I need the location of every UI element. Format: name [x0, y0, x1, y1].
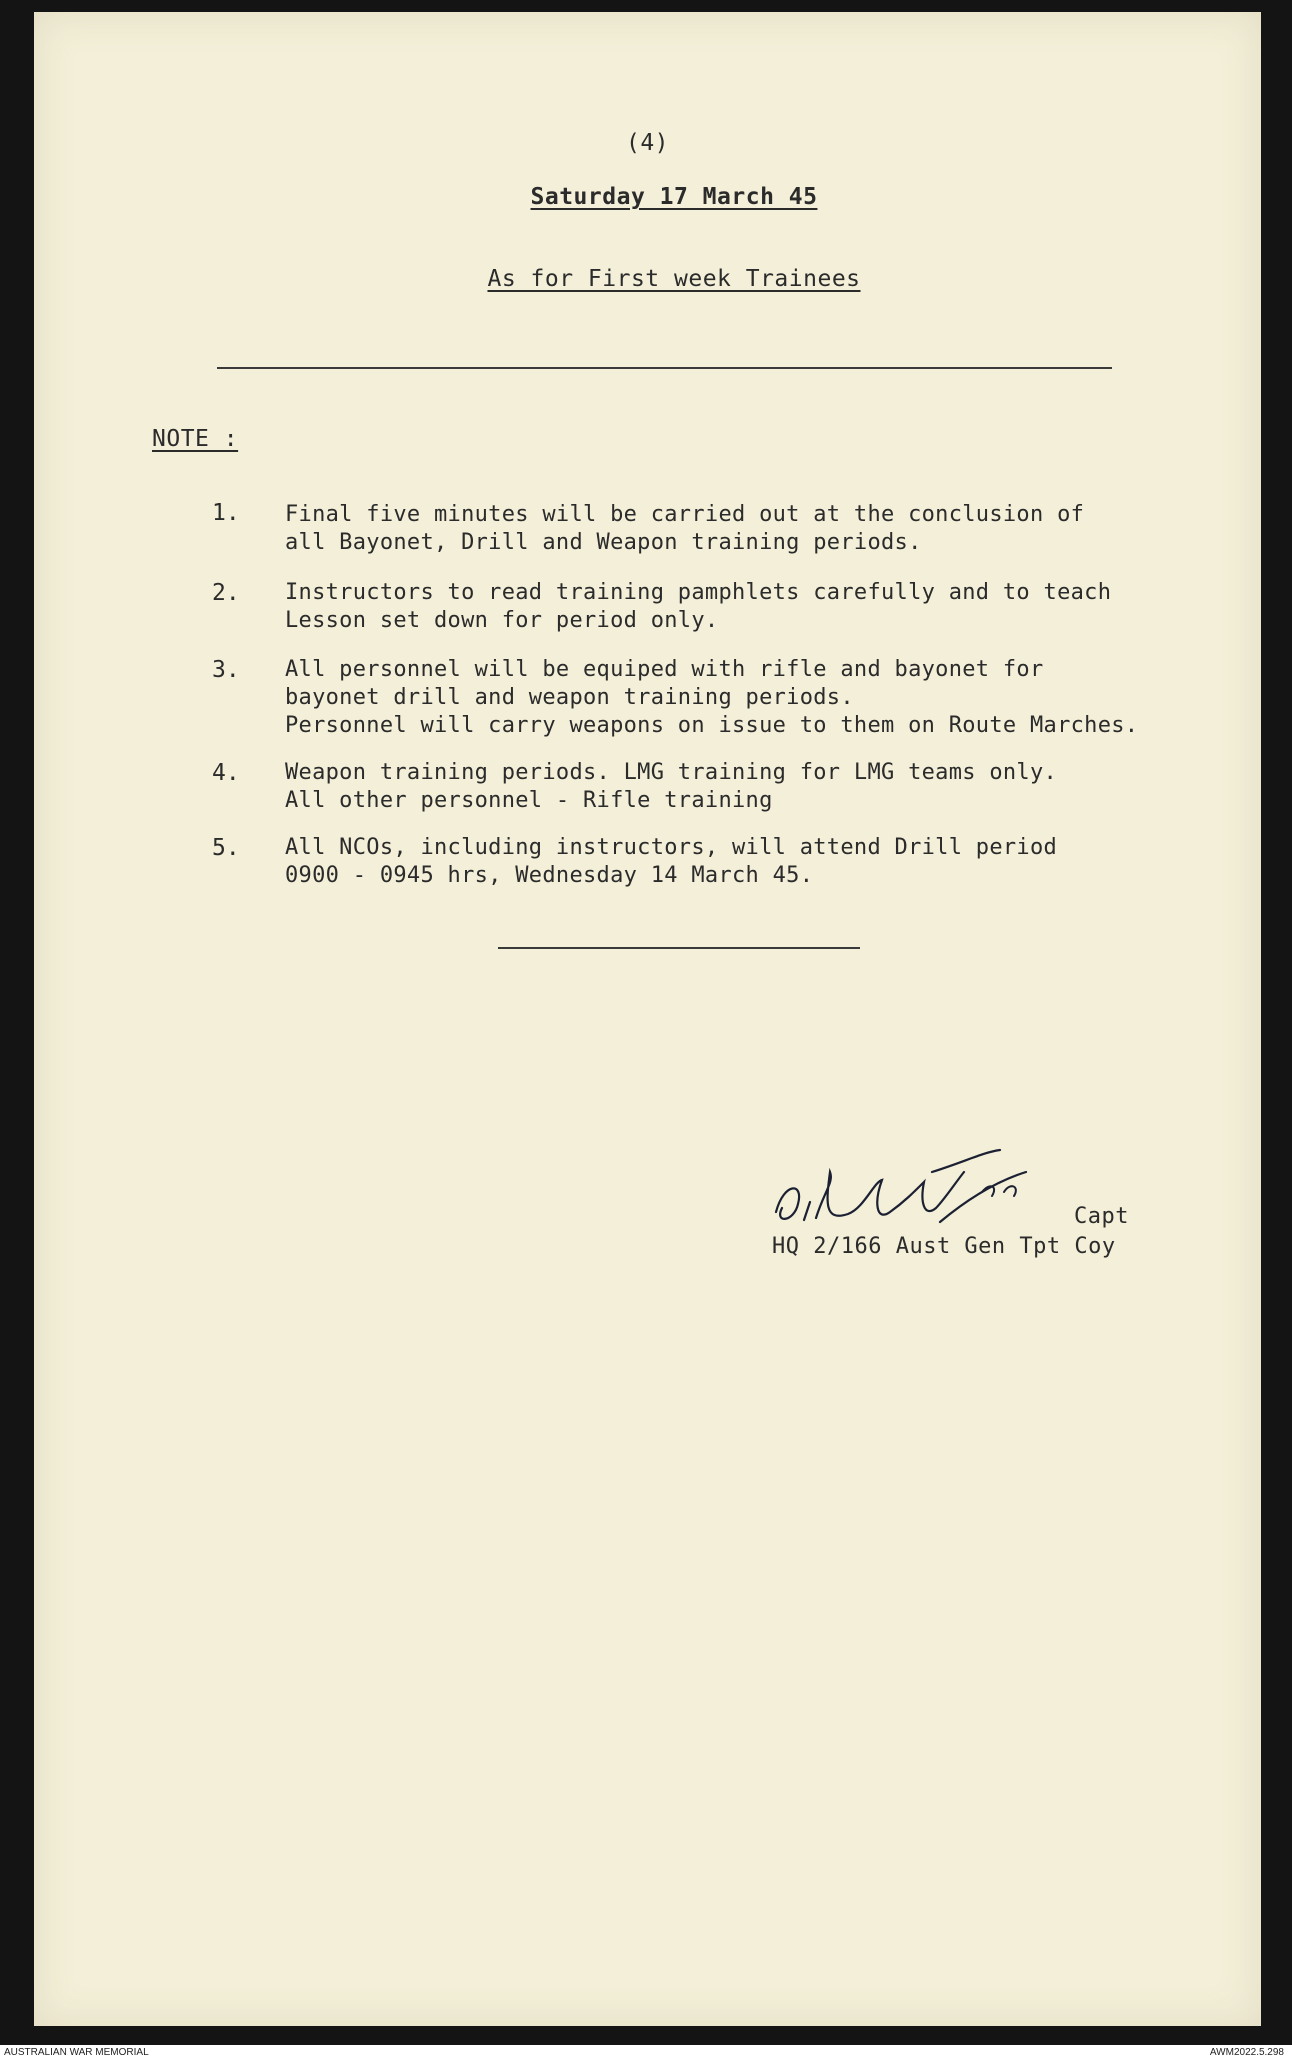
subheading: As for First week Trainees — [487, 266, 861, 292]
note-number: 1. — [212, 500, 240, 526]
footer-institution: AUSTRALIAN WAR MEMORIAL — [4, 2047, 149, 2058]
note-line: all Bayonet, Drill and Weapon training periods. — [285, 530, 922, 555]
note-label: NOTE : — [152, 426, 239, 452]
signature-unit: HQ 2/166 Aust Gen Tpt Coy — [772, 1234, 1116, 1259]
document-page — [34, 12, 1261, 2026]
note-line: bayonet drill and weapon training periods. — [285, 685, 854, 710]
note-line: Lesson set down for period only. — [285, 608, 719, 633]
note-line: All personnel will be equiped with rifle and bayonet for — [285, 657, 1044, 682]
note-line: Personnel will carry weapons on issue to them on Route Marches. — [285, 713, 1139, 738]
note-line: Final five minutes will be carried out at the conclusion of — [285, 502, 1085, 527]
note-line: All NCOs, including instructors, will attend Drill period — [285, 835, 1058, 860]
date-heading: Saturday 17 March 45 — [530, 184, 818, 210]
divider-top — [217, 367, 1112, 369]
note-line: All other personnel - Rifle training — [285, 788, 773, 813]
note-line: Instructors to read training pamphlets carefully and to teach — [285, 580, 1112, 605]
note-line: 0900 - 0945 hrs, Wednesday 14 March 45. — [285, 863, 814, 888]
note-number: 5. — [212, 835, 240, 861]
note-number: 4. — [212, 760, 240, 786]
page-number: (4) — [625, 130, 670, 156]
footer-reference: AWM2022.5.298 — [1209, 2047, 1284, 2058]
signature-rank: Capt — [1074, 1204, 1129, 1229]
note-line: Weapon training periods. LMG training for LMG teams only. — [285, 760, 1058, 785]
note-number: 2. — [212, 580, 240, 606]
divider-bottom — [498, 947, 860, 949]
note-number: 3. — [212, 657, 240, 683]
